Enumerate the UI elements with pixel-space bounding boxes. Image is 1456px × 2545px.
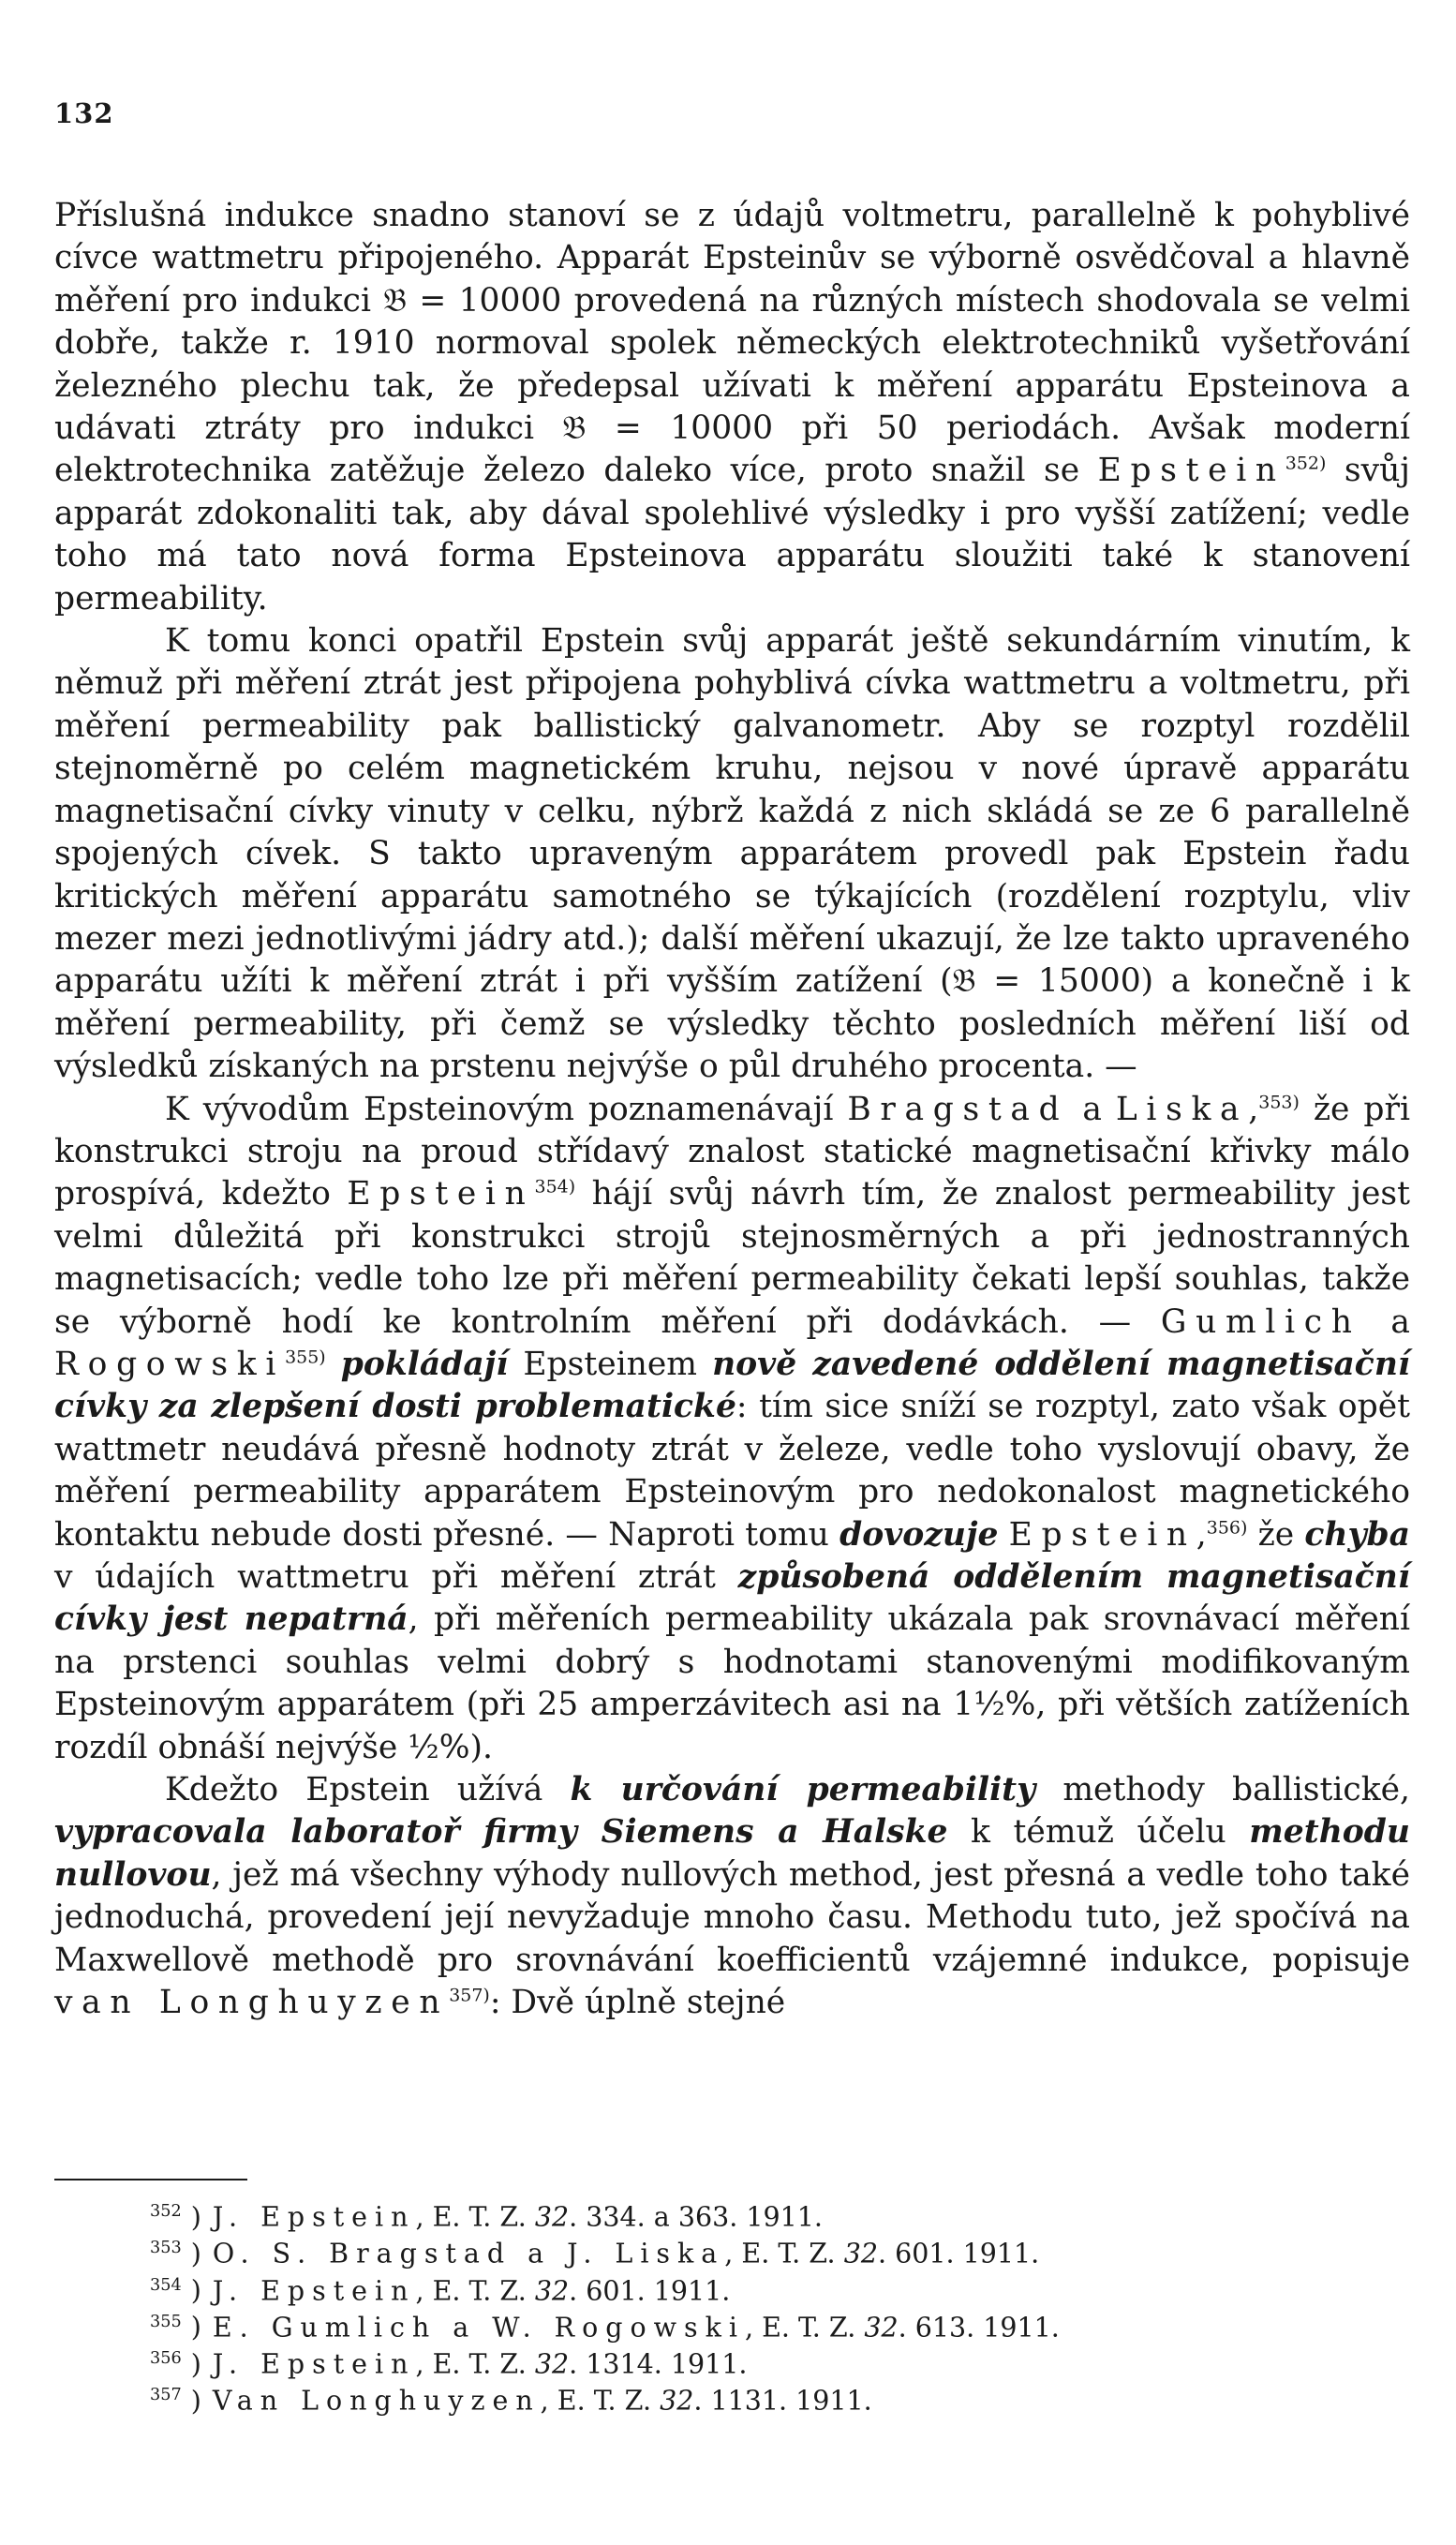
footnote-pages: 601. 1911. bbox=[586, 2275, 731, 2307]
footnote-author: O. S. Bragstad a J. Liska bbox=[212, 2238, 725, 2270]
italic-emphasis: pokládají bbox=[340, 1345, 509, 1383]
footnote-item: $^{357}$ ) Van Longhuyzen, E. T. Z. 32. 1131. 1911. bbox=[150, 2385, 872, 2417]
footnote-item: $^{355}$ ) E. Gumlich a W. Rogowski, E. T. Z. 32. 613. 1911. bbox=[150, 2312, 1060, 2344]
footnote-ref: 356) bbox=[1206, 1517, 1248, 1539]
footnote-journal: E. T. Z. bbox=[432, 2348, 527, 2380]
paragraph bbox=[54, 1089, 1410, 1770]
italic-emphasis: chyba bbox=[1304, 1515, 1411, 1554]
footnote-author: J. Epstein bbox=[212, 2201, 416, 2233]
text-run: a bbox=[1068, 1090, 1116, 1128]
footnote-author: J. Epstein bbox=[212, 2275, 416, 2307]
footnote-item: $^{352}$ ) J. Epstein, E. T. Z. 32. 334. a 363. 1911. bbox=[150, 2201, 823, 2233]
text-run: methody ballistické, bbox=[1035, 1771, 1410, 1809]
text-run: Kdežto Epstein užívá bbox=[165, 1771, 571, 1809]
footnote-item: $^{353}$ ) O. S. Bragstad a J. Liska, E. T. Z. 32. 601. 1911. bbox=[150, 2238, 1040, 2270]
spaced-name: Epstein bbox=[1008, 1515, 1196, 1554]
text-run: k témuž účelu bbox=[947, 1813, 1250, 1852]
text-run: , bbox=[1196, 1515, 1207, 1554]
text-run: , jež má všechny výhody nullových method, jest přesná a vedle toho také jednoduchá, provedení její nevyžaduje mnoho času. Methodu tuto, jež spočívá na Maxwellově methodě pro srovnávání koefficientů vzájemné indukce, popisuje bbox=[54, 1855, 1410, 1979]
footnote-ref: 357) bbox=[449, 1985, 490, 2006]
text-run: K vývodům Epsteinovým poznamenávají bbox=[165, 1090, 848, 1128]
spaced-name: Liska bbox=[1115, 1090, 1249, 1128]
italic-emphasis: vypracovala laboratoř firmy Siemens a Halske bbox=[54, 1813, 948, 1852]
footnote-mark: 356 bbox=[150, 2349, 182, 2369]
text-run: že bbox=[1247, 1515, 1305, 1554]
spaced-name: Gumlich bbox=[1160, 1302, 1361, 1341]
paragraph bbox=[54, 620, 1410, 1088]
footnote-journal: E. T. Z. bbox=[557, 2385, 652, 2417]
page-number: 132 bbox=[54, 97, 114, 129]
footnote-pages: 334. a 363. 1911. bbox=[586, 2201, 823, 2233]
text-run: : Dvě úplně stejné bbox=[489, 1984, 786, 2022]
footnote-item: $^{354}$ ) J. Epstein, E. T. Z. 32. 601. 1911. bbox=[150, 2275, 731, 2307]
footnote-separator bbox=[54, 2179, 247, 2180]
footnote-journal: E. T. Z. bbox=[432, 2275, 527, 2307]
footnote-author: Van Longhuyzen bbox=[212, 2385, 541, 2417]
text-run: v údajích wattmetru při měření ztrát bbox=[54, 1558, 738, 1596]
italic-emphasis: dovozuje bbox=[839, 1515, 999, 1554]
footnote-item: $^{356}$ ) J. Epstein, E. T. Z. 32. 1314. 1911. bbox=[150, 2348, 748, 2380]
footnote-author: J. Epstein bbox=[212, 2348, 416, 2380]
footnote-journal: E. T. Z. bbox=[762, 2312, 856, 2344]
footnote-journal: E. T. Z. bbox=[432, 2201, 527, 2233]
footnote-pages: 601. 1911. bbox=[895, 2238, 1040, 2270]
footnote-volume: 32 bbox=[534, 2275, 570, 2307]
footnote-list bbox=[150, 2196, 1368, 2418]
paragraph bbox=[54, 195, 1410, 620]
italic-emphasis: nově zavedené oddělení magnetisační cívky za zlepšení dosti problematické bbox=[54, 1345, 1411, 1426]
text-run: hájí svůj návrh tím, že znalost permeability jest velmi důležitá při konstrukci strojů stejnosměrných a při jednostranných magnetisacích; vedle toho lze při měření permeability čekati lepší souhlas, takže se výborně hodí ke kontrolním měření při dodávkách. — bbox=[54, 1175, 1410, 1341]
text-run bbox=[998, 1516, 1008, 1554]
text-run: a bbox=[1360, 1302, 1410, 1341]
text-run: že při konstrukci stroju na proud střídavý znalost statické magnetisační křivky málo prospívá, kdežto bbox=[54, 1090, 1410, 1213]
spaced-name: Rogowski bbox=[54, 1345, 286, 1383]
footnote-pages: 1131. 1911. bbox=[710, 2385, 872, 2417]
footnote-mark: 352 bbox=[150, 2202, 182, 2221]
italic-emphasis: k určování permeability bbox=[570, 1771, 1036, 1809]
italic-emphasis: způsobená oddělením magnetisační cívky jest nepatrná bbox=[54, 1558, 1410, 1639]
spaced-name: van Longhuyzen bbox=[54, 1984, 450, 2022]
footnote-volume: 32 bbox=[534, 2201, 570, 2233]
text-run: , při měřeních permeability ukázala pak srovnávací měření na prstenci souhlas velmi dobrý s hodnotami stanovenými modifikovaným Epsteinovým apparátem (při 25 amperzávitech asi na 1½%, při větších zatíženích rozdíl obnáší nejvýše ½%). bbox=[54, 1600, 1411, 1766]
paragraph bbox=[54, 1769, 1410, 2024]
footnote-journal: E. T. Z. bbox=[741, 2238, 836, 2270]
footnote-mark: 353 bbox=[150, 2239, 182, 2258]
footnote-ref: 354) bbox=[534, 1176, 576, 1198]
footnote-volume: 32 bbox=[843, 2238, 878, 2270]
footnote-mark: 355 bbox=[150, 2312, 182, 2331]
spaced-name: Epstein bbox=[347, 1175, 535, 1213]
text-run: svůj apparát zdokonaliti tak, aby dával spolehlivé výsledky i pro vyšší zatížení; vedle toho má tato nová forma Epsteinova apparátu sloužiti také k stanovení permeability. bbox=[54, 452, 1410, 618]
footnote-volume: 32 bbox=[534, 2348, 570, 2380]
footnote-ref: 352) bbox=[1285, 453, 1327, 474]
text-run: Epsteinem bbox=[508, 1345, 713, 1383]
text-run: Příslušná indukce snadno stanoví se z údajů voltmetru, parallelně k pohyblivé cívce wattmetru připojeného. Apparát Epsteinův se výborně osvědčoval a hlavně měření pro indukci 𝔅 = 10000 provedená na různých místech shodovala se velmi dobře, takže r. 1910 normoval spolek německých elektrotechniků vyšetřování železného plechu tak, že předepsal užívati k měření apparátu Epsteinova a udávati ztráty pro indukci 𝔅 = 10000 při 50 periodách. Avšak moderní elektrotechnika zatěžuje železo daleko více, proto snažil se bbox=[54, 197, 1410, 490]
footnote-pages: 1314. 1911. bbox=[586, 2348, 748, 2380]
spaced-name: Epstein bbox=[1097, 452, 1285, 490]
spaced-name: Bragstad bbox=[847, 1090, 1069, 1128]
footnote-volume: 32 bbox=[864, 2312, 899, 2344]
italic-emphasis: methodu nullovou bbox=[54, 1813, 1410, 1894]
footnote-mark: 357 bbox=[150, 2386, 182, 2405]
footnote-ref: 355) bbox=[285, 1347, 326, 1368]
footnote-ref: 353) bbox=[1258, 1092, 1300, 1113]
text-run bbox=[326, 1346, 341, 1383]
text-run: : tím sice sníží se rozptyl, zato však opět wattmetr neudává přesně hodnoty ztrát v železe, vedle toho vyslovují obavy, že měření permeability apparátem Epsteinovým pro nedokonalost magnetického kontaktu nebude dosti přesné. — Naproti tomu bbox=[54, 1388, 1410, 1554]
text-run: K tomu konci opatřil Epstein svůj apparát ještě sekundárním vinutím, k němuž při měření ztrát jest připojena pohyblivá cívka wattmetru a voltmetru, při měření permeability pak ballistický galvanometr. Aby se rozptyl rozdělil stejnoměrně po celém magnetickém kruhu, nejsou v nové úpravě apparátu magnetisační cívky vinuty v celku, nýbrž každá z nich skládá se ze 6 parallelně spojených cívek. S takto upraveným apparátem provedl pak Epstein řadu kritických měření apparátu samotného se týkajících (rozdělení rozptylu, vliv mezer mezi jednotlivými jádry atd.); další měření ukazují, že lze takto upraveného apparátu užíti k měření ztrát i při vyšším zatížení (𝔅 = 15000) a konečně i k měření permeability, při čemž se výsledky těchto posledních měření liší od výsledků získaných na prstenu nejvýše o půl druhého procenta. — bbox=[54, 622, 1410, 1086]
footnote-volume: 32 bbox=[660, 2385, 694, 2417]
text-run: , bbox=[1248, 1090, 1259, 1128]
footnote-author: E. Gumlich a W. Rogowski bbox=[212, 2312, 745, 2344]
body-text bbox=[54, 195, 1410, 2024]
footnote-pages: 613. 1911. bbox=[914, 2312, 1060, 2344]
footnote-mark: 354 bbox=[150, 2275, 182, 2295]
